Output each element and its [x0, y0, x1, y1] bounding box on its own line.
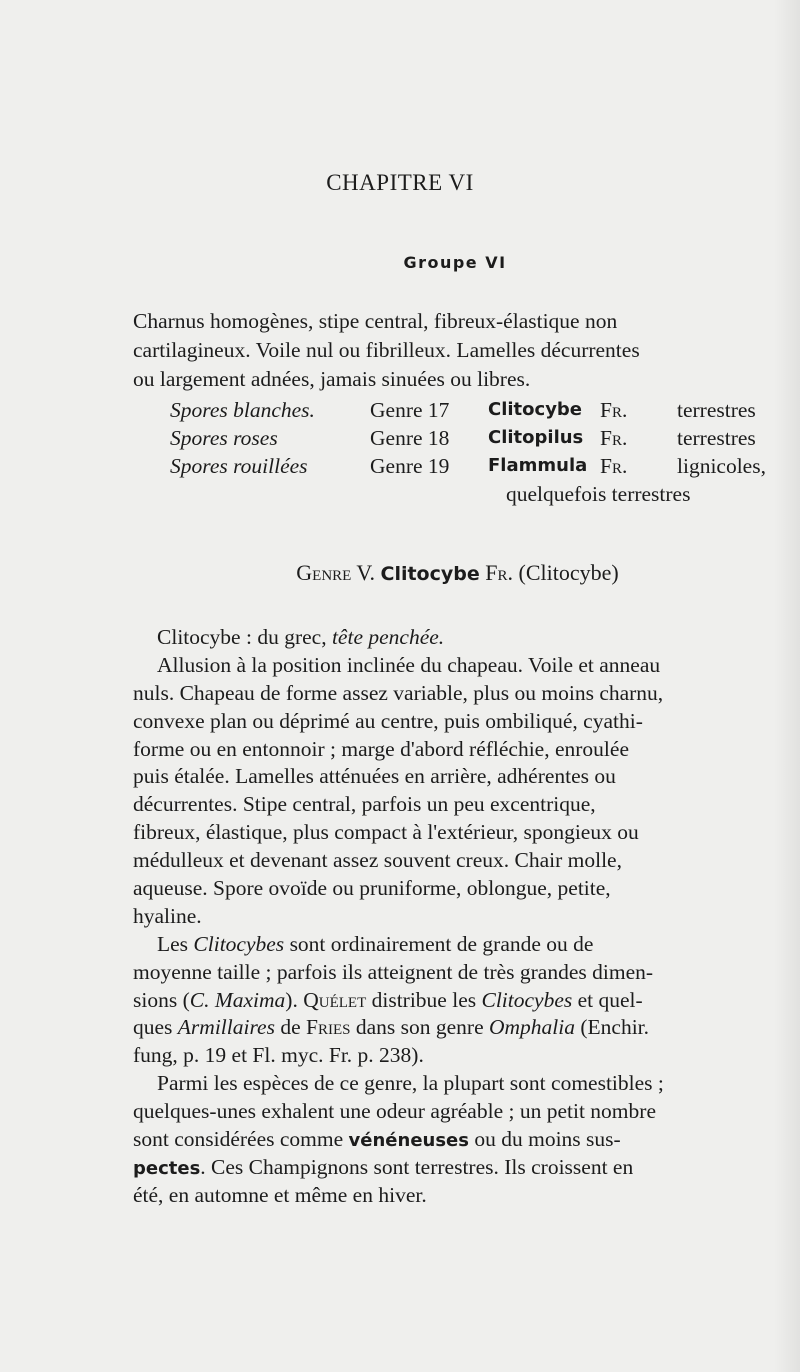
text-line: Les Clitocybes sont ordinairement de grande ou de [157, 931, 594, 956]
spores-cell: Spores blanches. [170, 398, 315, 422]
text-line: fibreux, élastique, plus compact à l'extérieur, spongieux ou [133, 820, 639, 845]
habitat-extra: quelquefois terrestres [506, 482, 691, 506]
genre-cell: Genre 18 [370, 426, 450, 450]
text-line: médulleux et devenant assez souvent creux. Chair molle, [133, 848, 622, 873]
author-abbrev: Fr. [600, 398, 628, 422]
genre-cell: Genre 17 [370, 398, 450, 422]
page-edge-shadow [774, 0, 800, 1372]
genre-heading [0, 560, 800, 586]
text-line: sions (C. Maxima). Quélet distribue les Clitocybes et quel- [133, 987, 643, 1012]
text-line: hyaline. [133, 903, 202, 928]
text-line: été, en automne et même en hiver. [133, 1182, 427, 1207]
group-title: Groupe VI [403, 253, 507, 272]
genus-name: Flammula [488, 455, 588, 476]
author-abbrev: Fr. [600, 454, 628, 478]
genre-common-name: (Clitocybe) [518, 560, 619, 585]
etymology-line [133, 623, 773, 651]
text-line: forme ou en entonnoir ; marge d'abord réfléchie, enroulée [133, 736, 629, 761]
genus-name: Clitocybe [488, 399, 583, 420]
genre-body [133, 623, 773, 1209]
text-line: Charnus homogènes, stipe central, fibreux-élastique non [133, 309, 618, 333]
text-line: aqueuse. Spore ovoïde ou pruniforme, oblongue, petite, [133, 876, 611, 901]
author-abbrev: Fr. [485, 560, 513, 585]
text-line: pectes. Ces Champignons sont terrestres. Ils croissent en [133, 1154, 634, 1179]
genre-cell: Genre 19 [370, 454, 450, 478]
genus-name: Clitopilus [488, 427, 584, 448]
text-line: puis étalée. Lamelles atténuées en arrière, adhérentes ou [133, 764, 616, 789]
author-name: Fries [306, 1015, 351, 1040]
text-line: nuls. Chapeau de forme assez variable, plus ou moins charnu, [133, 680, 664, 705]
text-line: quelques-unes exhalent une odeur agréable ; un petit nombre [133, 1099, 656, 1124]
genus-name: Clitocybe [380, 563, 480, 585]
text-line: Allusion à la position inclinée du chapeau. Voile et anneau [157, 652, 661, 677]
text-line: décurrentes. Stipe central, parfois un peu excentrique, [133, 792, 596, 817]
habitat-cell: lignicoles, [677, 454, 766, 478]
group-description [133, 307, 773, 394]
text-line: convexe plan ou déprimé au centre, puis ombiliqué, cyathi- [133, 708, 643, 733]
text-line: sont considérées comme vénéneuses ou du moins sus- [133, 1127, 621, 1152]
text-line: Parmi les espèces de ce genre, la plupart sont comestibles ; [157, 1071, 664, 1096]
spores-cell: Spores roses [170, 426, 278, 450]
author-abbrev: Fr. [600, 426, 628, 450]
text-line: moyenne taille ; parfois ils atteignent de très grandes dimen- [133, 959, 654, 984]
habitat-cell: terrestres [677, 398, 756, 422]
text-line: ou largement adnées, jamais sinuées ou libres. [133, 367, 531, 391]
emphasis-venomous: vénéneuses [348, 1130, 469, 1152]
etymology-text: Clitocybe : du grec, [157, 625, 327, 649]
author-name: Quélet [303, 987, 367, 1012]
text-line: fung, p. 19 et Fl. myc. Fr. p. 238). [133, 1043, 424, 1068]
emphasis-suspect: pectes [133, 1157, 201, 1179]
etymology-meaning: tête penchée. [331, 625, 445, 649]
genre-prefix: Genre V. [296, 560, 375, 585]
chapter-title: CHAPITRE VI [326, 170, 474, 195]
habitat-cell: terrestres [677, 426, 756, 450]
text-line: ques Armillaires de Fries dans son genre Omphalia (Enchir. [133, 1015, 650, 1040]
spores-cell: Spores rouillées [170, 454, 308, 478]
text-line: cartilagineux. Voile nul ou fibrilleux. Lamelles décurrentes [133, 338, 640, 362]
